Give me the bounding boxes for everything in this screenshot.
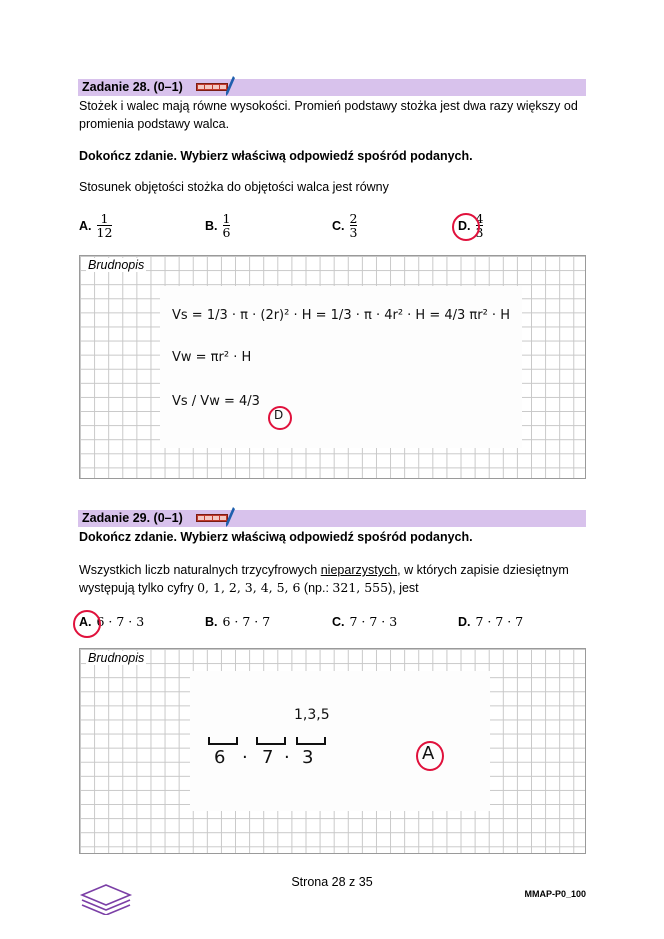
handwritten-work [160,286,522,448]
option-expression: 6 · 7 · 7 [222,614,271,629]
task29-header [78,510,586,527]
score-box-icon [196,514,228,522]
pen-icon [225,76,235,98]
task28-header [78,79,586,96]
option-label: D. [458,614,471,629]
task29-option-c[interactable] [332,614,397,629]
work-note: 1,3,5 [294,707,330,723]
task28-instruction: Dokończ zdanie. Wybierz właściwą odpowiedź spośród podanych. [79,149,473,163]
option-label: C. [332,218,345,233]
task29-stem-line2: występują tylko cyfry 0, 1, 2, 3, 4, 5, 6 (np.: 321, 555), jest [79,580,419,595]
task29-title: Zadanie 29. (0–1) [82,511,183,525]
option-fraction: $\frac{1}{6}$ [222,211,231,240]
work-answer: A [422,743,435,764]
work-line3: Vs / Vw = 4/3 [172,394,260,409]
option-label: D. [458,218,471,233]
option-fraction: $\frac{4}{3}$ [475,211,484,240]
work-line2: Vw = πr² · H [172,350,252,365]
work-digit3: 3 [302,747,314,768]
option-label: A. [79,218,92,233]
option-label: B. [205,614,218,629]
option-expression: 6 · 7 · 3 [96,614,145,629]
digit-slot-bracket [256,737,286,745]
option-expression: 7 · 7 · 3 [349,614,398,629]
digit-slot-bracket [208,737,238,745]
document-code: MMAP-P0_100 [524,889,586,899]
task29-instruction: Dokończ zdanie. Wybierz właściwą odpowiedź spośród podanych. [79,530,473,544]
handwritten-work [190,671,490,811]
work-dot: · [284,747,290,768]
task28-stem: Stosunek objętości stożka do objętości walca jest równy [79,180,389,194]
digit-slot-bracket [296,737,326,745]
scratchpad-28 [79,255,586,479]
scratchpad-label: Brudnopis [88,258,145,272]
work-digit1: 6 [214,747,226,768]
page-number: Strona 28 z 35 [291,875,373,889]
task29-stem-line1: Wszystkich liczb naturalnych trzycyfrowych nieparzystych, w których zapisie dziesiętnym [79,563,569,577]
task29-option-d[interactable] [458,614,523,629]
scratchpad-29 [79,648,586,854]
task29-option-b[interactable] [205,614,270,629]
option-fraction: $\frac{2}{3}$ [349,211,358,240]
task28-option-a[interactable] [79,212,112,239]
task28-option-c[interactable] [332,212,357,239]
work-answer: D [274,408,284,422]
work-digit2: 7 [262,747,274,768]
option-label: A. [79,614,92,629]
option-fraction: $\frac{1}{12}$ [96,211,113,240]
option-label: B. [205,218,218,233]
task28-title: Zadanie 28. (0–1) [82,80,183,94]
task28-text-line2: promienia podstawy walca. [79,117,230,131]
task28-option-b[interactable] [205,212,230,239]
option-label: C. [332,614,345,629]
work-dot: · [242,747,248,768]
option-expression: 7 · 7 · 7 [475,614,524,629]
task28-text-line1: Stożek i walec mają równe wysokości. Promień podstawy stożka jest dwa razy większy od [79,99,578,113]
selected-answer-circle [452,213,480,241]
score-box-icon [196,83,228,91]
work-line1: Vs = 1/3 · π · (2r)² · H = 1/3 · π · 4r² · H = 4/3 πr² · H [172,308,510,323]
scratchpad-label: Brudnopis [88,651,145,665]
pen-icon [225,507,235,529]
selected-answer-circle [73,610,101,638]
